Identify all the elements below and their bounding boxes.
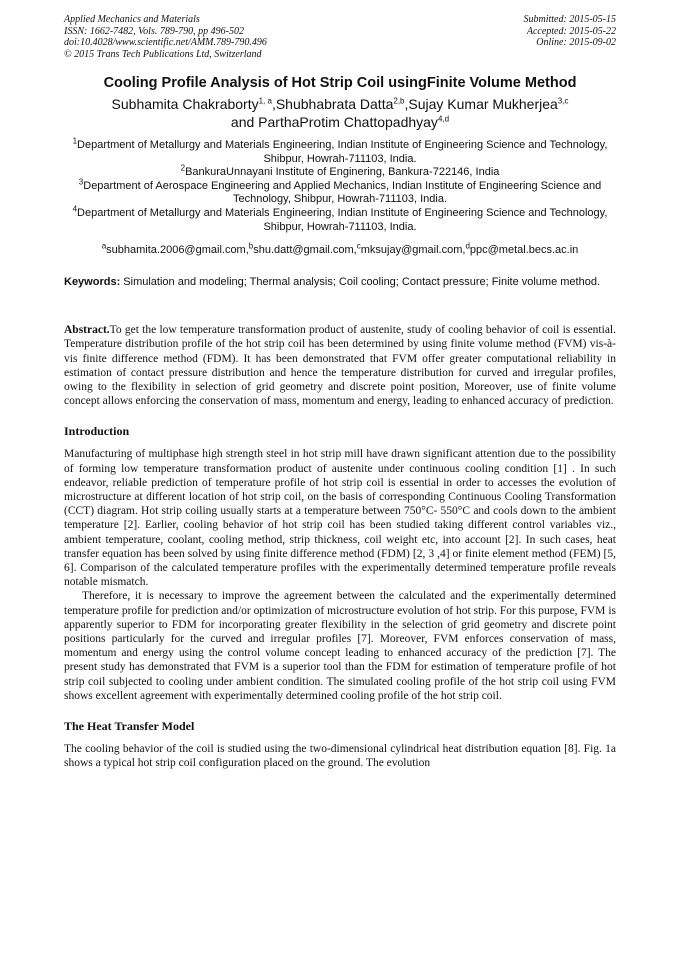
affiliation-text: Department of Aerospace Engineering and Applied Mechanics, Indian Institute of Engineering Science and Technology, Shibpur, Howrah-711103, India. xyxy=(83,179,602,206)
section-heading-introduction: Introduction xyxy=(64,424,130,439)
affiliation-item xyxy=(64,136,616,166)
author-sup: 3,c xyxy=(557,96,569,106)
email-link[interactable]: subhamita.2006@gmail.com, xyxy=(106,244,249,257)
email-link[interactable]: shu.datt@gmail.com, xyxy=(253,244,357,257)
journal-info xyxy=(64,14,267,60)
section-heading-heat-transfer: The Heat Transfer Model xyxy=(64,719,195,734)
affiliation-sup: 3 xyxy=(78,177,84,187)
email-sup: d xyxy=(465,241,470,251)
journal-doi: doi:10.4028/www.scientific.net/AMM.789-790.496 xyxy=(64,37,267,48)
author-name: ,Shubhabrata Datta xyxy=(271,96,394,112)
paper-page xyxy=(64,14,616,770)
author-sup: 1, a xyxy=(258,96,272,106)
online-date: Online: 2015-09-02 xyxy=(536,37,616,48)
affiliation-item xyxy=(64,204,616,234)
email-link[interactable]: mksujay@gmail.com, xyxy=(360,244,466,257)
journal-issn: ISSN: 1662-7482, Vols. 789-790, pp 496-502 xyxy=(64,25,244,37)
abstract xyxy=(64,323,616,408)
affiliation-sup: 4 xyxy=(72,204,78,214)
affiliation-text: Department of Metallurgy and Materials Engineering, Indian Institute of Engineering Science and Technology, Shibpur, Howrah-711103, India. xyxy=(77,139,608,165)
author-name: Subhamita Chakraborty xyxy=(111,96,259,112)
affiliation-text: Department of Metallurgy and Materials Engineering, Indian Institute of Engineering Science and Technology, Shibpur, Howrah-711103, India. xyxy=(77,206,608,233)
abstract-text: To get the low temperature transformation product of austenite, study of cooling behavior of coil is essential. Temperature distribution profile of the hot strip coil has been determined by using finite volume method (FVM) vis-à-vis finite difference method (FDM). It has been demonstrated that FVM offer greater computational reliability in estimation of contact pressure distribution and hence the temperature distribution for curved and irregular profiles, owing to the flexibility in selection of grid geometry and discrete point position, Moreover, use of finite volume concept allows enforcing the conservation of mass, momentum and energy, leading to enhanced accuracy of prediction. xyxy=(64,324,616,408)
journal-header xyxy=(64,14,616,60)
affiliation-item xyxy=(64,177,616,207)
keywords xyxy=(64,275,616,289)
affiliation-sup: 1 xyxy=(72,136,78,146)
email-sup: b xyxy=(248,241,254,251)
submitted-date: Submitted: 2015-05-15 xyxy=(523,14,616,25)
email-sup: a xyxy=(101,241,107,251)
affiliation-sup: 2 xyxy=(180,163,186,173)
intro-paragraph: Therefore, it is necessary to improve the agreement between the calculated and the experimentally determined temperature profile for prediction and/or optimization of microstructure evolution of hot strip. For this purpose, FVM is apparently superior to FDM for incorporating greater flexibility in the selection of grid geometry and discrete point positions particularly for the curved and irregular profiles [7]. Moreover, FVM enforces conservation of mass, momentum and energy using the control volume concept leading to enhanced accuracy of the prediction [7]. The present study has demonstrated that FVM is a superior tool than the FDM for estimation of temperature profile of hot strip coil subjected to cooling under ambient condition. The simulated cooling profile of the hot strip coil using FVM shows excellent agreement with experimentally determined cooling profile of the hot strip coil. xyxy=(64,590,616,702)
author-sup: 2,b xyxy=(393,96,405,106)
email-list xyxy=(64,243,616,257)
affiliation-text: BankuraUnnayani Institute of Enginering, Bankura-722146, India xyxy=(185,166,500,179)
author-name: ,Sujay Kumar Mukherjea xyxy=(404,96,558,112)
keywords-text: Simulation and modeling; Thermal analysis; Coil cooling; Contact pressure; Finite volume method. xyxy=(120,276,601,289)
affiliations xyxy=(64,136,616,234)
intro-paragraph: Manufacturing of multiphase high strength steel in hot strip mill have drawn significant attention due to the possibility of forming low temperature transformation product of austenite under continuous cooling condition [1] . In such endeavor, reliable prediction of temperature profile of hot strip coil is essential in order to accesses the evolution of microstructure at different location of hot strip coil, on the basis of corresponding Continuous Cooling Transformation (CCT) diagram. Hot strip coiling usually starts at a temperature between 750°C- 550°C and cools down to the ambient temperature [2]. Earlier, cooling behavior of hot strip coil has been studied taking different control variables viz., ambient temperature, coolant, cooling method, strip thickness, coil weight etc, into account [2]. In such cases, heat transfer equation has been solved by using finite difference method (FDM) [2, 3 ,4] or finite element method (FEM) [5, 6]. Comparison of the calculated temperature profiles with the experimentally determined temperature profile reveals notable mismatch. xyxy=(64,448,616,589)
journal-name: Applied Mechanics and Materials xyxy=(64,14,200,25)
keywords-label: Keywords: xyxy=(64,276,121,289)
author-list xyxy=(64,95,616,131)
heat-transfer-paragraph: The cooling behavior of the coil is studied using the two-dimensional cylindrical heat distribution equation [8]. Fig. 1a shows a typical hot strip coil configuration placed on the ground. The evolution xyxy=(64,743,616,770)
journal-copyright: © 2015 Trans Tech Publications Ltd, Switzerland xyxy=(64,48,262,60)
accepted-date: Accepted: 2015-05-22 xyxy=(526,25,616,37)
email-link[interactable]: ppc@metal.becs.ac.in xyxy=(469,244,579,257)
affiliation-item xyxy=(64,163,616,180)
email-sup: c xyxy=(356,241,361,251)
author-name: and ParthaProtim Chattopadhyay xyxy=(230,114,438,130)
submission-dates xyxy=(524,14,617,60)
abstract-label: Abstract. xyxy=(64,324,110,337)
paper-title: Cooling Profile Analysis of Hot Strip Coil usingFinite Volume Method xyxy=(103,75,577,91)
author-sup: 4,d xyxy=(437,114,450,124)
